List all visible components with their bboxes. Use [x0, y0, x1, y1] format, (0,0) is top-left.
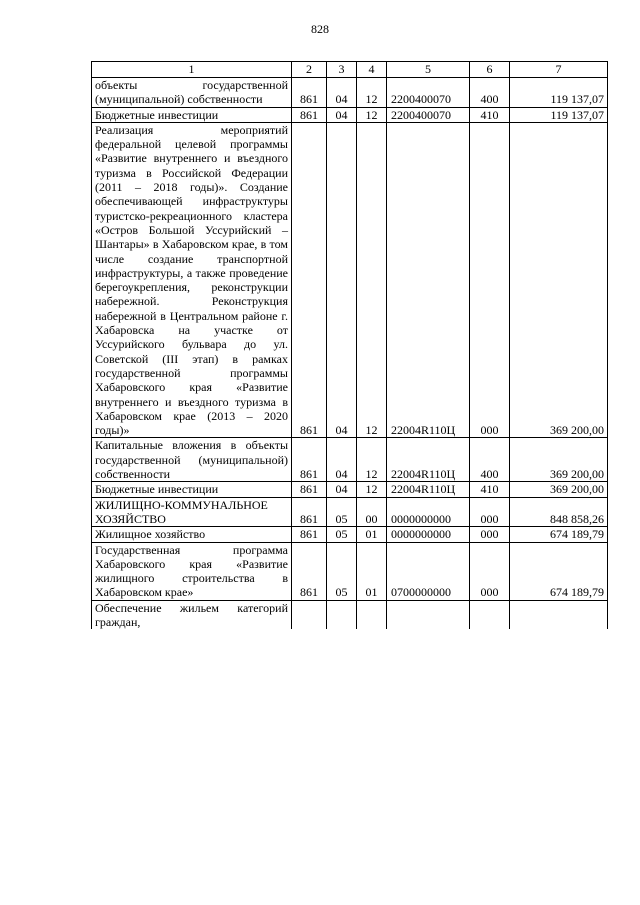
row-csr: [387, 600, 470, 629]
row-vr: 400: [470, 78, 510, 108]
row-vr: 400: [470, 438, 510, 482]
row-vr: 000: [470, 542, 510, 600]
row-name: Жилищное хозяйство: [92, 527, 292, 542]
header-col-2: 2: [292, 62, 327, 78]
table-row: [92, 78, 608, 108]
row-csr: 2200400070: [387, 107, 470, 122]
row-rz: 04: [327, 107, 357, 122]
header-col-1: 1: [92, 62, 292, 78]
row-pr: 01: [357, 542, 387, 600]
row-sum: 119 137,07: [510, 107, 608, 122]
row-name: Бюджетные инвестиции: [92, 482, 292, 497]
row-name: Государственная программа Хабаровского края «Развитие жилищного строительства в Хабаровском крае»: [92, 542, 292, 600]
row-pr: [357, 600, 387, 629]
row-vr: 410: [470, 107, 510, 122]
row-pr: 12: [357, 122, 387, 438]
row-sum: 369 200,00: [510, 122, 608, 438]
row-vr: 000: [470, 122, 510, 438]
header-col-6: 6: [470, 62, 510, 78]
row-sum: 369 200,00: [510, 438, 608, 482]
row-sum: 674 189,79: [510, 527, 608, 542]
row-gr: [292, 600, 327, 629]
row-pr: 00: [357, 497, 387, 527]
row-pr: 12: [357, 438, 387, 482]
row-sum: 369 200,00: [510, 482, 608, 497]
row-name: Капитальные вложения в объекты государственной (муниципальной) собственности: [92, 438, 292, 482]
row-name: Бюджетные инвестиции: [92, 107, 292, 122]
table-row: [92, 600, 608, 629]
row-csr: 0700000000: [387, 542, 470, 600]
row-gr: 861: [292, 497, 327, 527]
row-sum: 119 137,07: [510, 78, 608, 108]
row-rz: 04: [327, 438, 357, 482]
row-sum: 674 189,79: [510, 542, 608, 600]
row-csr: 22004R110Ц: [387, 122, 470, 438]
table-row: [92, 497, 608, 527]
row-rz: 05: [327, 527, 357, 542]
table-header-row: [92, 62, 608, 78]
row-csr: 2200400070: [387, 78, 470, 108]
row-csr: 0000000000: [387, 527, 470, 542]
table-row: [92, 438, 608, 482]
row-pr: 12: [357, 482, 387, 497]
row-pr: 12: [357, 107, 387, 122]
table-row: [92, 122, 608, 438]
row-vr: 410: [470, 482, 510, 497]
row-csr: 22004R110Ц: [387, 482, 470, 497]
row-rz: 05: [327, 542, 357, 600]
header-col-5: 5: [387, 62, 470, 78]
table-row: [92, 107, 608, 122]
row-gr: 861: [292, 542, 327, 600]
row-vr: 000: [470, 527, 510, 542]
row-gr: 861: [292, 78, 327, 108]
row-csr: 0000000000: [387, 497, 470, 527]
row-pr: 12: [357, 78, 387, 108]
row-vr: [470, 600, 510, 629]
header-col-7: 7: [510, 62, 608, 78]
row-rz: 04: [327, 122, 357, 438]
header-col-3: 3: [327, 62, 357, 78]
page-number: 828: [311, 22, 329, 36]
row-csr: 22004R110Ц: [387, 438, 470, 482]
row-name: Реализация мероприятий федеральной целевой программы «Развитие внутреннего и въездного туризма в Российской Федерации (2011 – 2018 годы)». Создание обеспечивающей инфраструктуры туристско-рекреационного кластера «Остров Большой Уссурийский – Шантары» в Хабаровском крае, в том числе создание транспортной инфраструктуры, а также проведение берегоукрепления, реконструкции набережной. Реконструкция набережной в Центральном районе г. Хабаровска на участке от Уссурийского бульвара до ул. Советской (III этап) в рамках государственной программы Хабаровского края «Развитие внутреннего и въездного туризма в Хабаровском крае (2013 – 2020 годы)»: [92, 122, 292, 438]
row-rz: 05: [327, 497, 357, 527]
row-rz: 04: [327, 78, 357, 108]
row-gr: 861: [292, 527, 327, 542]
row-gr: 861: [292, 438, 327, 482]
row-name: объекты государственной (муниципальной) собственности: [92, 78, 292, 108]
table-row: [92, 542, 608, 600]
row-rz: [327, 600, 357, 629]
row-name: ЖИЛИЩНО-КОММУНАЛЬНОЕ ХОЗЯЙСТВО: [92, 497, 292, 527]
row-gr: 861: [292, 107, 327, 122]
row-pr: 01: [357, 527, 387, 542]
row-rz: 04: [327, 482, 357, 497]
budget-table: [91, 61, 608, 629]
row-sum: [510, 600, 608, 629]
table-row: [92, 527, 608, 542]
row-gr: 861: [292, 482, 327, 497]
row-gr: 861: [292, 122, 327, 438]
row-sum: 848 858,26: [510, 497, 608, 527]
table-row: [92, 482, 608, 497]
row-name: Обеспечение жильем категорий граждан,: [92, 600, 292, 629]
header-col-4: 4: [357, 62, 387, 78]
row-vr: 000: [470, 497, 510, 527]
